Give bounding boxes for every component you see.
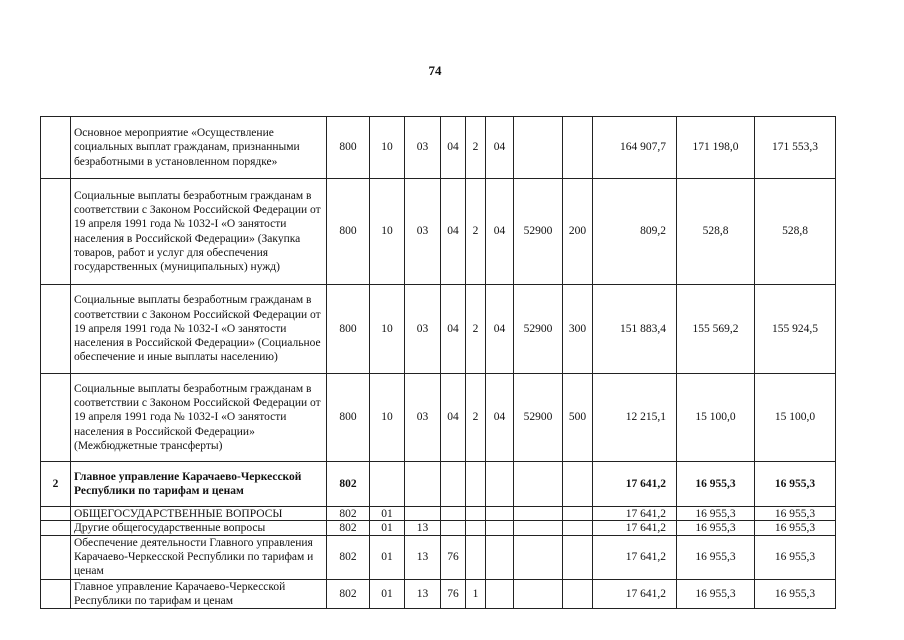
- row-number-cell: [41, 179, 71, 285]
- grbs-code-cell: 800: [327, 285, 370, 374]
- amount-year2-cell: 16 955,3: [677, 536, 755, 580]
- grbs-code-cell: 800: [327, 117, 370, 179]
- subsection-code-cell: 13: [405, 579, 441, 608]
- expense-type-cell: [563, 507, 593, 521]
- target-article-direction-cell: [514, 536, 563, 580]
- target-article-activity-cell: 04: [486, 285, 514, 374]
- target-article-activity-cell: [486, 521, 514, 536]
- row-number-cell: 2: [41, 462, 71, 507]
- amount-year1-cell: 17 641,2: [593, 507, 677, 521]
- target-article-program-cell: 76: [441, 579, 466, 608]
- subsection-code-cell: [405, 462, 441, 507]
- target-article-subprogram-cell: 2: [466, 285, 486, 374]
- amount-year3-cell: 16 955,3: [755, 579, 836, 608]
- target-article-program-cell: 04: [441, 179, 466, 285]
- target-article-subprogram-cell: [466, 507, 486, 521]
- description-cell: Обеспечение деятельности Главного управления Карачаево-Черкесской Республики по тарифам и ценам: [71, 536, 327, 580]
- section-code-cell: 10: [370, 374, 405, 462]
- amount-year3-cell: 16 955,3: [755, 536, 836, 580]
- target-article-direction-cell: 52900: [514, 374, 563, 462]
- amount-year1-cell: 17 641,2: [593, 521, 677, 536]
- amount-year1-cell: 151 883,4: [593, 285, 677, 374]
- target-article-subprogram-cell: 2: [466, 117, 486, 179]
- amount-year2-cell: 528,8: [677, 179, 755, 285]
- section-code-cell: 01: [370, 507, 405, 521]
- amount-year2-cell: 15 100,0: [677, 374, 755, 462]
- expense-type-cell: [563, 536, 593, 580]
- row-number-cell: [41, 374, 71, 462]
- amount-year2-cell: 155 569,2: [677, 285, 755, 374]
- target-article-direction-cell: [514, 521, 563, 536]
- subsection-code-cell: 03: [405, 285, 441, 374]
- expense-type-cell: [563, 462, 593, 507]
- amount-year3-cell: 15 100,0: [755, 374, 836, 462]
- description-cell: Другие общегосударственные вопросы: [71, 521, 327, 536]
- target-article-program-cell: [441, 521, 466, 536]
- expense-type-cell: 200: [563, 179, 593, 285]
- description-cell: Социальные выплаты безработным гражданам в соответствии с Законом Российской Федерации от 19 апреля 1991 года № 1032-I «О занятости населения в Российской Федерации» (Закупка товаров, работ и услуг для обеспечения государственных (муниципальных) нужд): [71, 179, 327, 285]
- expense-type-cell: 500: [563, 374, 593, 462]
- subsection-code-cell: 03: [405, 117, 441, 179]
- description-cell: Главное управление Карачаево-Черкесской Республики по тарифам и ценам: [71, 462, 327, 507]
- row-number-cell: [41, 285, 71, 374]
- description-cell: ОБЩЕГОСУДАРСТВЕННЫЕ ВОПРОСЫ: [71, 507, 327, 521]
- subsection-code-cell: 13: [405, 536, 441, 580]
- table-row: [41, 462, 836, 507]
- expense-type-cell: [563, 521, 593, 536]
- section-code-cell: 01: [370, 521, 405, 536]
- row-number-cell: [41, 507, 71, 521]
- row-number-cell: [41, 521, 71, 536]
- target-article-activity-cell: [486, 536, 514, 580]
- target-article-direction-cell: [514, 462, 563, 507]
- section-code-cell: 10: [370, 117, 405, 179]
- grbs-code-cell: 802: [327, 462, 370, 507]
- target-article-subprogram-cell: [466, 462, 486, 507]
- amount-year3-cell: 16 955,3: [755, 507, 836, 521]
- amount-year2-cell: 16 955,3: [677, 462, 755, 507]
- amount-year3-cell: 16 955,3: [755, 521, 836, 536]
- subsection-code-cell: 03: [405, 179, 441, 285]
- target-article-direction-cell: [514, 579, 563, 608]
- table-row: [41, 374, 836, 462]
- expense-type-cell: [563, 579, 593, 608]
- expense-type-cell: [563, 117, 593, 179]
- table-row: [41, 179, 836, 285]
- amount-year3-cell: 528,8: [755, 179, 836, 285]
- description-cell: Социальные выплаты безработным гражданам в соответствии с Законом Российской Федерации от 19 апреля 1991 года № 1032-I «О занятости населения в Российской Федерации» (Социальное обеспечение и иные выплаты населению): [71, 285, 327, 374]
- amount-year2-cell: 16 955,3: [677, 579, 755, 608]
- target-article-activity-cell: [486, 507, 514, 521]
- target-article-program-cell: 04: [441, 285, 466, 374]
- table-row: [41, 579, 836, 608]
- target-article-program-cell: [441, 462, 466, 507]
- subsection-code-cell: [405, 507, 441, 521]
- section-code-cell: 01: [370, 536, 405, 580]
- section-code-cell: 01: [370, 579, 405, 608]
- target-article-subprogram-cell: 1: [466, 579, 486, 608]
- amount-year3-cell: 171 553,3: [755, 117, 836, 179]
- table-row: [41, 117, 836, 179]
- target-article-subprogram-cell: [466, 521, 486, 536]
- target-article-direction-cell: 52900: [514, 285, 563, 374]
- table-row: [41, 285, 836, 374]
- subsection-code-cell: 03: [405, 374, 441, 462]
- amount-year2-cell: 171 198,0: [677, 117, 755, 179]
- table-row: [41, 536, 836, 580]
- section-code-cell: 10: [370, 179, 405, 285]
- grbs-code-cell: 802: [327, 521, 370, 536]
- expense-type-cell: 300: [563, 285, 593, 374]
- target-article-subprogram-cell: 2: [466, 179, 486, 285]
- amount-year3-cell: 155 924,5: [755, 285, 836, 374]
- row-number-cell: [41, 579, 71, 608]
- budget-table: [40, 116, 836, 609]
- table-row: [41, 521, 836, 536]
- amount-year1-cell: 17 641,2: [593, 462, 677, 507]
- target-article-program-cell: 04: [441, 374, 466, 462]
- target-article-activity-cell: 04: [486, 374, 514, 462]
- target-article-direction-cell: [514, 507, 563, 521]
- target-article-activity-cell: [486, 462, 514, 507]
- grbs-code-cell: 800: [327, 179, 370, 285]
- page-number: 74: [428, 63, 442, 78]
- target-article-activity-cell: 04: [486, 117, 514, 179]
- amount-year1-cell: 17 641,2: [593, 536, 677, 580]
- amount-year1-cell: 17 641,2: [593, 579, 677, 608]
- grbs-code-cell: 802: [327, 507, 370, 521]
- target-article-program-cell: [441, 507, 466, 521]
- description-cell: Социальные выплаты безработным гражданам в соответствии с Законом Российской Федерации от 19 апреля 1991 года № 1032-I «О занятости населения в Российской Федерации» (Межбюджетные трансферты): [71, 374, 327, 462]
- description-cell: Главное управление Карачаево-Черкесской Республики по тарифам и ценам: [71, 579, 327, 608]
- table-row: [41, 507, 836, 521]
- grbs-code-cell: 802: [327, 536, 370, 580]
- target-article-activity-cell: 04: [486, 179, 514, 285]
- section-code-cell: [370, 462, 405, 507]
- target-article-subprogram-cell: 2: [466, 374, 486, 462]
- target-article-program-cell: 76: [441, 536, 466, 580]
- amount-year3-cell: 16 955,3: [755, 462, 836, 507]
- amount-year1-cell: 164 907,7: [593, 117, 677, 179]
- row-number-cell: [41, 536, 71, 580]
- grbs-code-cell: 800: [327, 374, 370, 462]
- amount-year1-cell: 12 215,1: [593, 374, 677, 462]
- amount-year1-cell: 809,2: [593, 179, 677, 285]
- target-article-program-cell: 04: [441, 117, 466, 179]
- target-article-activity-cell: [486, 579, 514, 608]
- target-article-direction-cell: 52900: [514, 179, 563, 285]
- description-cell: Основное мероприятие «Осуществление социальных выплат гражданам, признанными безработными в установленном порядке»: [71, 117, 327, 179]
- row-number-cell: [41, 117, 71, 179]
- grbs-code-cell: 802: [327, 579, 370, 608]
- target-article-direction-cell: [514, 117, 563, 179]
- subsection-code-cell: 13: [405, 521, 441, 536]
- target-article-subprogram-cell: [466, 536, 486, 580]
- amount-year2-cell: 16 955,3: [677, 507, 755, 521]
- amount-year2-cell: 16 955,3: [677, 521, 755, 536]
- table-body: [41, 117, 836, 609]
- section-code-cell: 10: [370, 285, 405, 374]
